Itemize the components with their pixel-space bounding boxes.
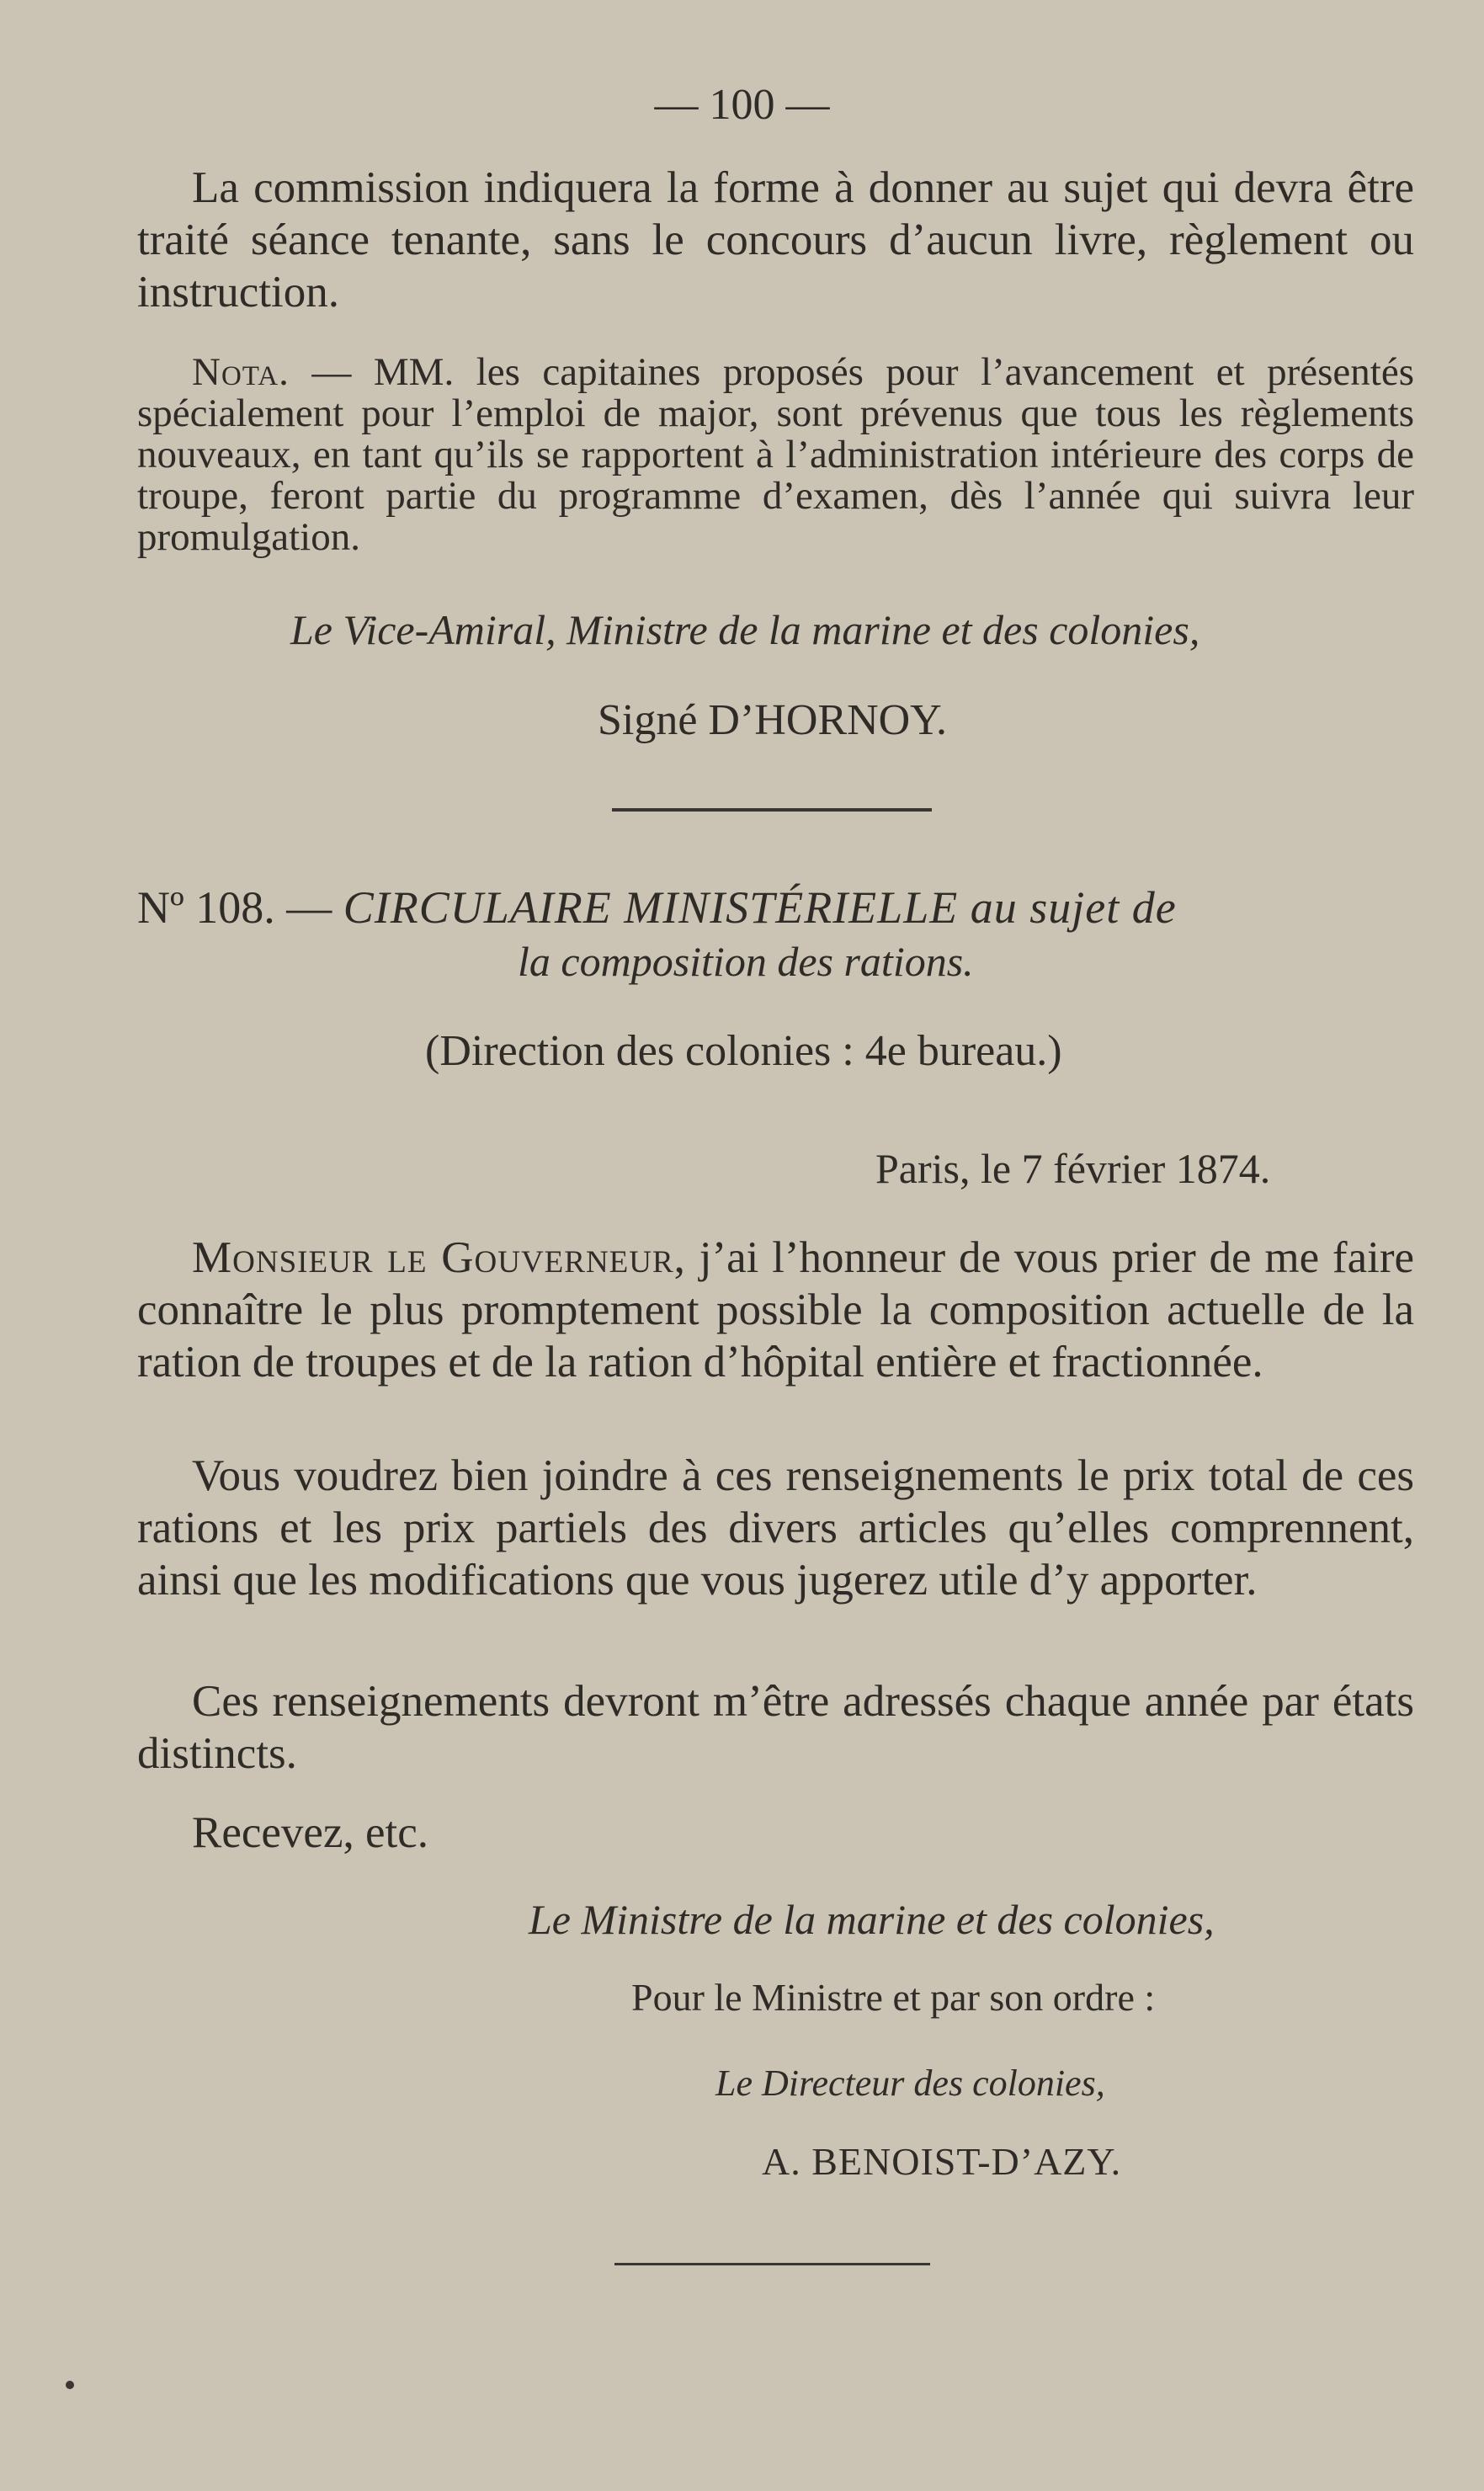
signature-1-name: Signé D’HORNOY. (597, 696, 948, 744)
intro-paragraph: La commission indiquera la forme à donner au sujet qui devra être traité séance tenante, sans le concours d’aucun livre, règlement ou instruction. (137, 163, 1414, 317)
letter-paragraph-3: Ces renseignements devront m’être adressés chaque année par états distincts. (137, 1677, 1414, 1778)
page-number: — 100 — (654, 81, 830, 129)
letter-closing: Recevez, etc. (192, 1808, 428, 1857)
nota-paragraph (137, 352, 1414, 558)
nota-text: — MM. les capitaines proposés pour l’avancement et présentés spécialement pour l’emploi de major, sont prévenus que tous les règlements nouveaux, en tant qu’ils se rapportent à l’administration intérieure des corps de troupe, feront partie du programme d’examen, dès l’année qui suivra leur promulgation. (137, 350, 1414, 559)
signature-2-name: A. BENOIST-D’AZY. (762, 2140, 1122, 2183)
signature-2-director: Le Directeur des colonies, (715, 2063, 1105, 2104)
circular-date: Paris, le 7 février 1874. (875, 1145, 1271, 1192)
signature-1-title: Le Vice-Amiral, Ministre de la marine et des colonies, (290, 606, 1200, 653)
signature-2-order: Pour le Ministre et par son ordre : (631, 1976, 1156, 2019)
letter-salutation: Monsieur le Gouverneur, (192, 1233, 686, 1282)
circular-direction: (Direction des colonies : 4e bureau.) (425, 1027, 1062, 1075)
letter-paragraph-2: Vous voudrez bien joindre à ces renseignements le prix total de ces rations et les prix partiels des divers articles qu’elles comprennent, ainsi que les modifications que vous jugerez utile d’y apporter. (137, 1451, 1414, 1605)
nota-label: Nota. (192, 350, 290, 394)
circular-title-line-2: la composition des rations. (518, 938, 974, 985)
signature-2-title: Le Ministre de la marine et des colonies, (529, 1896, 1215, 1943)
circular-title-line-1: CIRCULAIRE MINISTÉRIELLE au sujet de (343, 882, 1177, 933)
section-divider (612, 808, 932, 812)
circular-number: Nº 108. — (137, 882, 343, 933)
circular-heading (137, 881, 1414, 934)
letter-p1-rest: j’ai l’honneur de vous prier de me faire connaître le plus promptement possible la composition actuelle de la ration de troupes et de la ration d’hôpital entière et fractionnée. (137, 1233, 1414, 1387)
print-speck (66, 2381, 74, 2389)
letter-paragraph-1 (137, 1232, 1414, 1388)
closing-rule (614, 2263, 930, 2265)
